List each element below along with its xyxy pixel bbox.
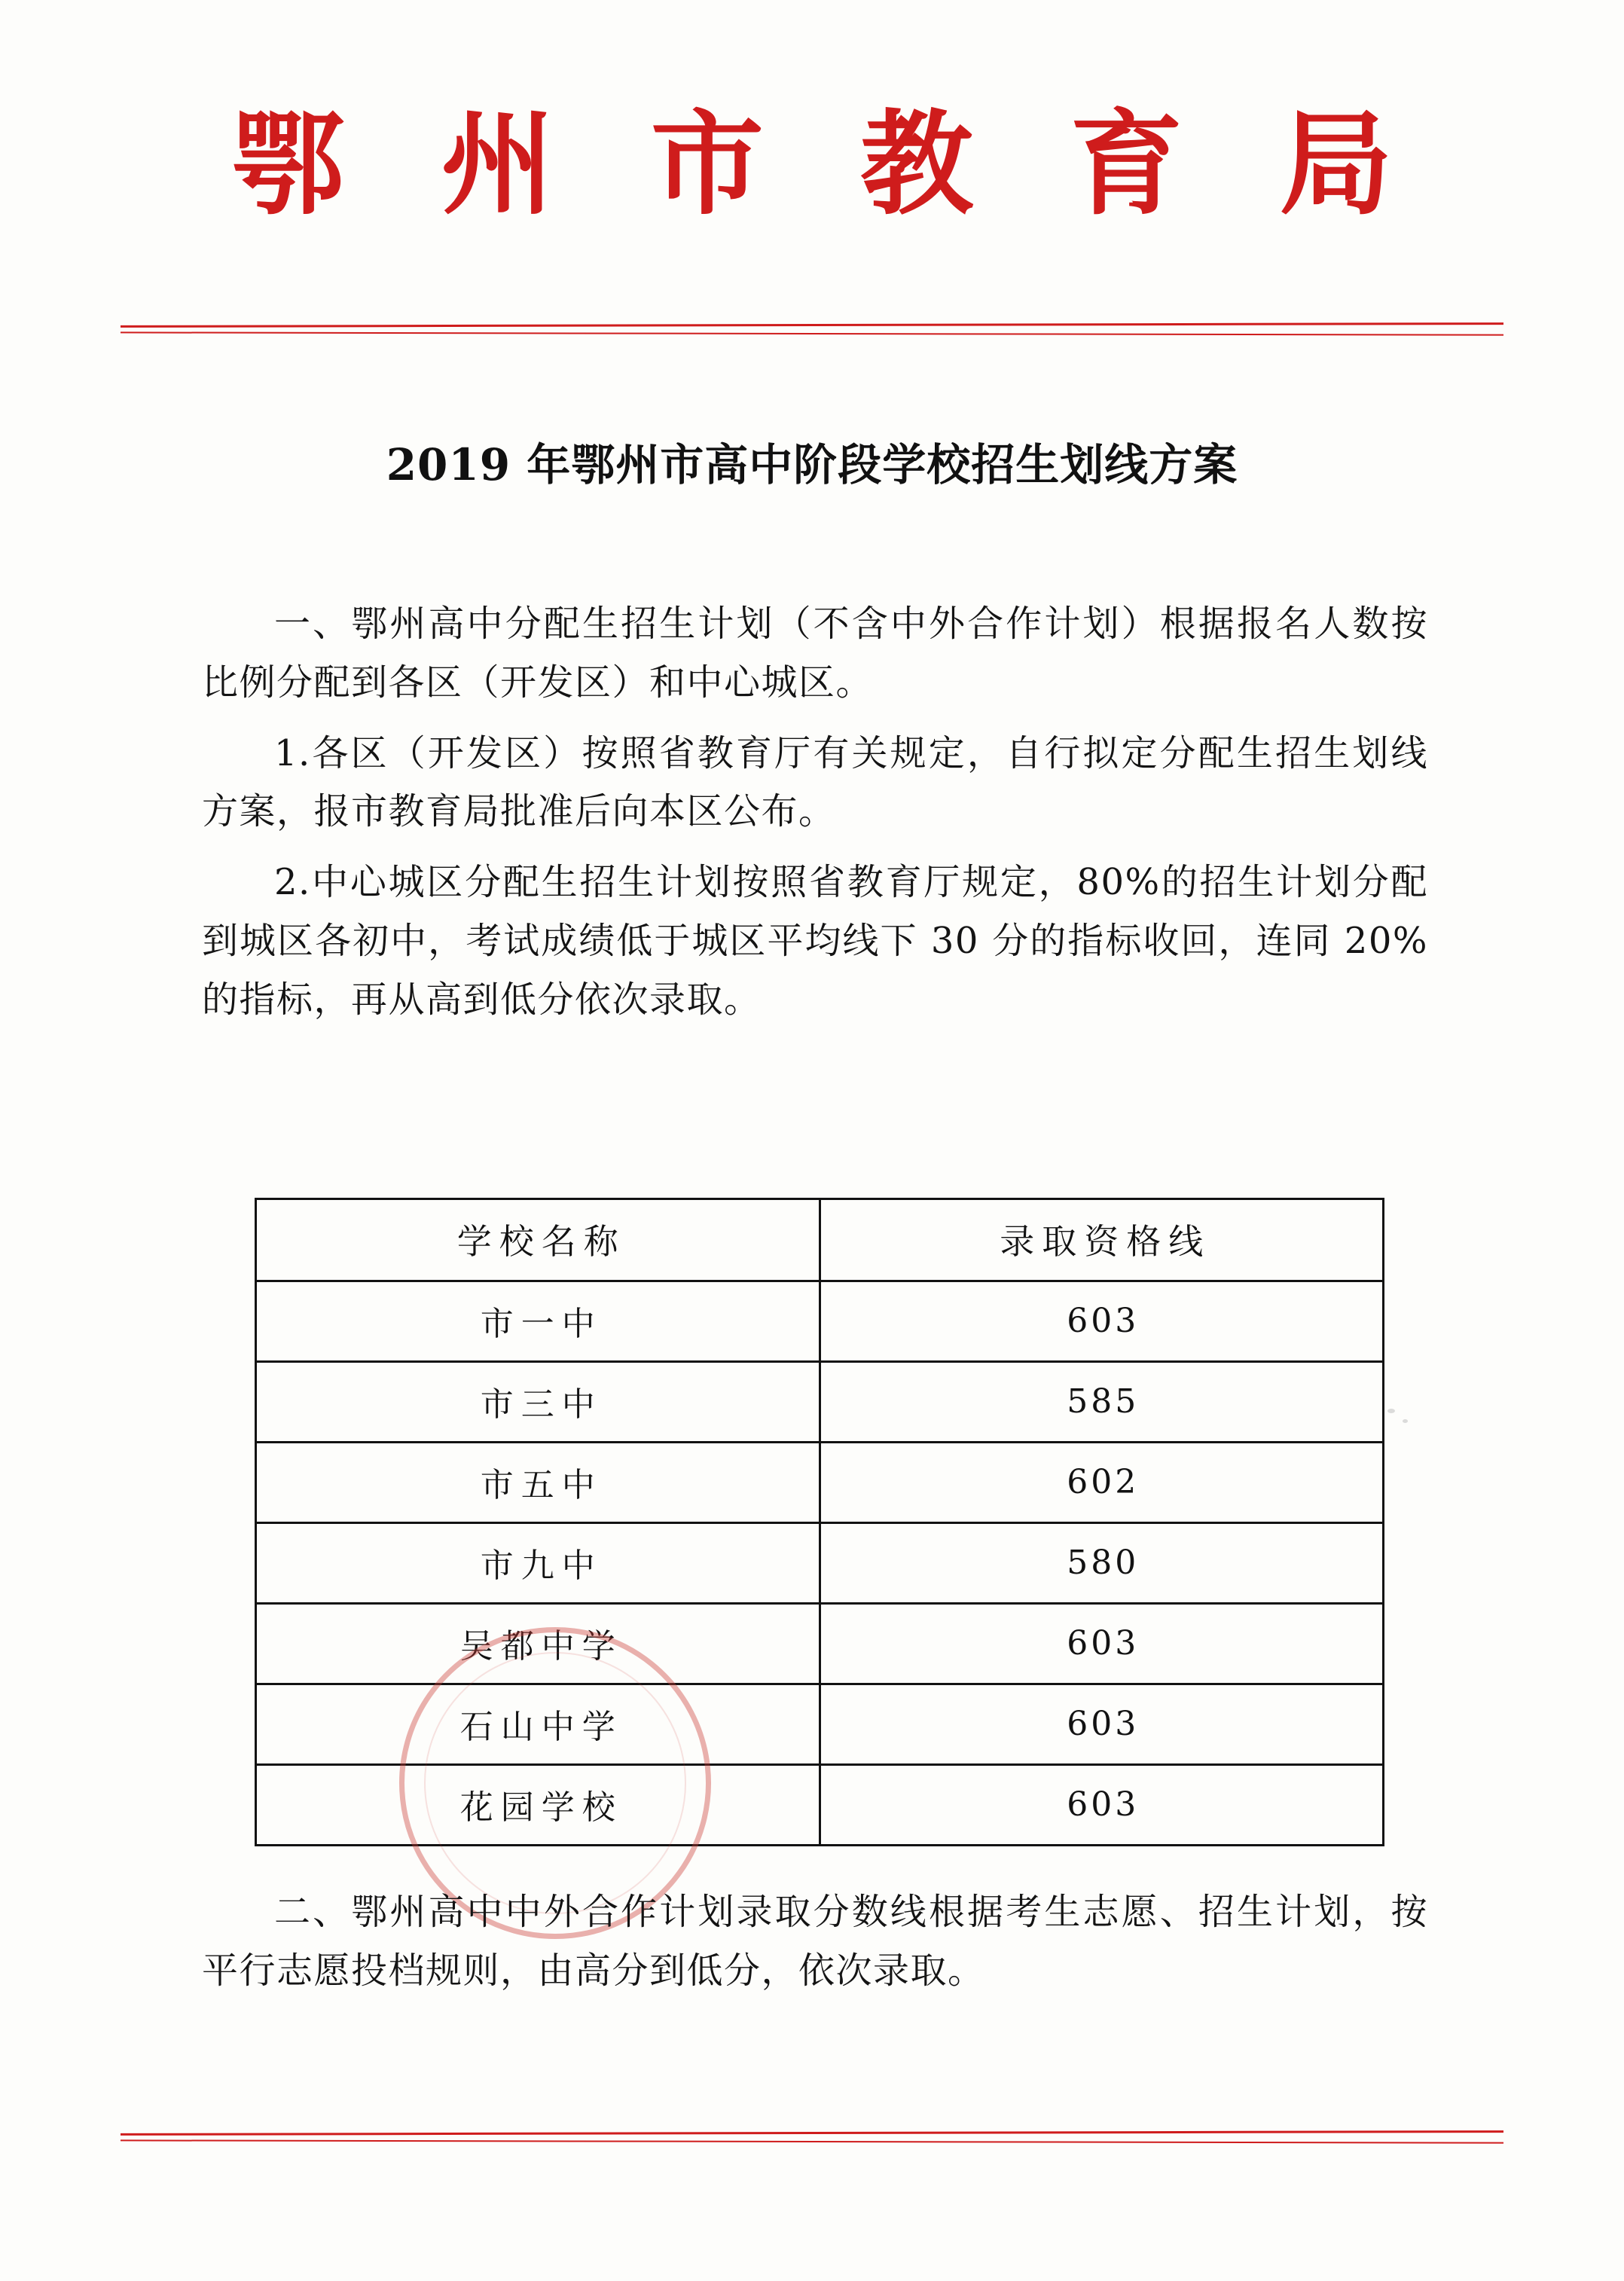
- divider-line-thick: [121, 322, 1503, 328]
- paragraph-3: 2.中心城区分配生招生计划按照省教育厅规定，80%的招生计划分配到城区各初中，考试成绩低于城区平均线下 30 分的指标收回，连同 20%的指标，再从高到低分依次录取。: [202, 861, 1428, 1021]
- cell-school: 石山中学: [256, 1684, 820, 1765]
- scan-speck: [1403, 1419, 1408, 1423]
- table-row: [256, 1765, 1384, 1846]
- footer-divider: [121, 2132, 1503, 2148]
- column-header-school: 学校名称: [256, 1199, 820, 1281]
- table-row: [256, 1604, 1384, 1684]
- cell-score: 580: [820, 1523, 1384, 1604]
- cell-score: 603: [820, 1604, 1384, 1684]
- cell-score: 602: [820, 1443, 1384, 1523]
- body-text-bottom: [202, 1883, 1428, 2013]
- divider-line-thick: [121, 2130, 1503, 2136]
- table-header-row: [256, 1199, 1384, 1281]
- cell-school: 花园学校: [256, 1765, 820, 1846]
- table-row: [256, 1281, 1384, 1362]
- table-row: [256, 1523, 1384, 1604]
- admission-score-table: [255, 1198, 1384, 1846]
- body-text: [202, 595, 1428, 1041]
- cell-school: 市九中: [256, 1523, 820, 1604]
- paragraph-2: 1.各区（开发区）按照省教育厅有关规定，自行拟定分配生招生划线方案，报市教育局批准后向本区公布。: [202, 731, 1428, 833]
- cell-school: 市三中: [256, 1362, 820, 1443]
- issuing-organization: 鄂 州 市 教 育 局: [231, 98, 1421, 231]
- cell-score: 603: [820, 1281, 1384, 1362]
- cell-score: 603: [820, 1765, 1384, 1846]
- cell-school: 吴都中学: [256, 1604, 820, 1684]
- column-header-score: 录取资格线: [820, 1199, 1384, 1281]
- paragraph-4: 二、鄂州高中中外合作计划录取分数线根据考生志愿、招生计划，按平行志愿投档规则，由高分到低分，依次录取。: [202, 1891, 1428, 1992]
- table-row: [256, 1362, 1384, 1443]
- cell-score: 585: [820, 1362, 1384, 1443]
- divider-line-thin: [121, 331, 1503, 335]
- cell-school: 市五中: [256, 1443, 820, 1523]
- table-row: [256, 1443, 1384, 1523]
- paragraph-1: 一、鄂州高中分配生招生计划（不含中外合作计划）根据报名人数按比例分配到各区（开发区）和中心城区。: [202, 603, 1428, 704]
- cell-score: 603: [820, 1684, 1384, 1765]
- letterhead-divider-top: [121, 324, 1503, 340]
- admission-score-table-wrap: [255, 1198, 1384, 1846]
- divider-line-thin: [121, 2139, 1503, 2143]
- cell-school: 市一中: [256, 1281, 820, 1362]
- table-row: [256, 1684, 1384, 1765]
- scan-speck: [1387, 1409, 1395, 1413]
- page-title: 2019 年鄂州市高中阶段学校招生划线方案: [386, 439, 1238, 490]
- letterhead: [0, 98, 1624, 231]
